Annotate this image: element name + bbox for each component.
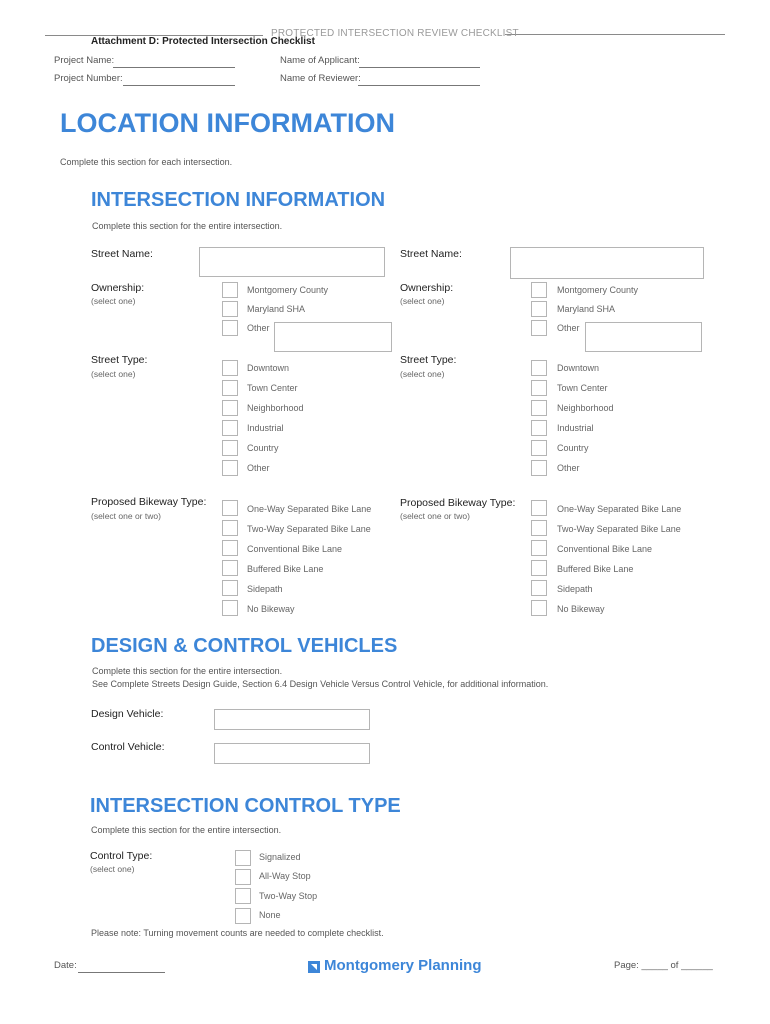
design-vehicle-input[interactable]	[214, 709, 370, 730]
bikeway-label-2: Proposed Bikeway Type:	[400, 497, 516, 509]
bikeway-option-1-3: Conventional Bike Lane	[247, 544, 343, 554]
logo-mark-icon	[308, 960, 320, 972]
ownership-checkbox-1-1[interactable]	[222, 282, 238, 298]
ownership-option-2-3: Other	[557, 323, 580, 333]
street-type-option-1-3: Neighborhood	[247, 403, 304, 413]
street-type-checkbox-2-6[interactable]	[531, 460, 547, 476]
ownership-other-input-2[interactable]	[585, 322, 702, 352]
ownership-option-1-2: Maryland SHA	[247, 304, 306, 314]
date-label: Date:	[54, 960, 77, 971]
ownership-option-2-2: Maryland SHA	[557, 304, 616, 314]
project-number-label: Project Number:	[54, 73, 123, 84]
design-note-1: Complete this section for the entire intersection.	[92, 666, 283, 676]
bikeway-checkbox-2-1[interactable]	[531, 500, 547, 516]
street-type-checkbox-1-6[interactable]	[222, 460, 238, 476]
header-rule-right	[505, 34, 725, 35]
page-number: Page: _____ of ______	[614, 960, 713, 971]
bikeway-option-1-1: One-Way Separated Bike Lane	[247, 504, 372, 514]
street-name-label-2: Street Name:	[400, 248, 462, 260]
street-name-label-1: Street Name:	[91, 248, 153, 260]
project-name-label: Project Name:	[54, 55, 115, 66]
design-vehicle-label: Design Vehicle:	[91, 708, 164, 720]
applicant-field[interactable]	[359, 67, 480, 68]
ownership-sub-2: (select one)	[400, 296, 445, 306]
design-note-2: See Complete Streets Design Guide, Section 6.4 Design Vehicle Versus Control Vehicle, for additional information.	[92, 679, 549, 689]
control-vehicle-label: Control Vehicle:	[91, 741, 165, 753]
street-type-checkbox-1-2[interactable]	[222, 380, 238, 396]
street-type-checkbox-1-1[interactable]	[222, 360, 238, 376]
bikeway-checkbox-2-3[interactable]	[531, 540, 547, 556]
street-type-option-2-3: Neighborhood	[557, 403, 614, 413]
bikeway-checkbox-1-2[interactable]	[222, 520, 238, 536]
bikeway-checkbox-1-4[interactable]	[222, 560, 238, 576]
ownership-option-1-1: Montgomery County	[247, 285, 329, 295]
control-checkbox-4[interactable]	[235, 908, 251, 924]
street-type-checkbox-2-3[interactable]	[531, 400, 547, 416]
bikeway-option-1-6: No Bikeway	[247, 604, 295, 614]
control-type-label: Control Type:	[90, 850, 153, 862]
bikeway-option-2-4: Buffered Bike Lane	[557, 564, 634, 574]
reviewer-field[interactable]	[358, 85, 480, 86]
control-option-1: Signalized	[259, 852, 301, 862]
control-heading: INTERSECTION CONTROL TYPE	[90, 795, 401, 817]
bikeway-checkbox-1-1[interactable]	[222, 500, 238, 516]
ownership-option-2-1: Montgomery County	[557, 285, 639, 295]
bikeway-checkbox-2-6[interactable]	[531, 600, 547, 616]
ownership-checkbox-2-3[interactable]	[531, 320, 547, 336]
street-type-option-2-1: Downtown	[557, 363, 600, 373]
ownership-checkbox-2-1[interactable]	[531, 282, 547, 298]
street-type-option-1-1: Downtown	[247, 363, 290, 373]
street-type-option-2-6: Other	[557, 463, 580, 473]
bikeway-checkbox-1-6[interactable]	[222, 600, 238, 616]
bikeway-sub-1: (select one or two)	[91, 511, 161, 521]
bikeway-label-1: Proposed Bikeway Type:	[91, 496, 207, 508]
project-name-field[interactable]	[113, 67, 235, 68]
bikeway-option-2-3: Conventional Bike Lane	[557, 544, 653, 554]
bikeway-option-1-4: Buffered Bike Lane	[247, 564, 324, 574]
street-type-option-2-4: Industrial	[557, 423, 594, 433]
street-type-checkbox-2-4[interactable]	[531, 420, 547, 436]
bikeway-checkbox-1-5[interactable]	[222, 580, 238, 596]
project-number-field[interactable]	[123, 85, 235, 86]
street-name-input-1[interactable]	[199, 247, 385, 277]
street-type-checkbox-1-5[interactable]	[222, 440, 238, 456]
control-checkbox-2[interactable]	[235, 869, 251, 885]
montgomery-planning-logo	[308, 957, 482, 974]
street-type-option-1-5: Country	[247, 443, 279, 453]
control-footnote: Please note: Turning movement counts are needed to complete checklist.	[91, 928, 384, 938]
control-type-sub: (select one)	[90, 864, 135, 874]
design-heading: DESIGN & CONTROL VEHICLES	[91, 635, 398, 657]
street-name-input-2[interactable]	[510, 247, 704, 279]
bikeway-option-2-1: One-Way Separated Bike Lane	[557, 504, 682, 514]
bikeway-checkbox-2-2[interactable]	[531, 520, 547, 536]
control-option-2: All-Way Stop	[259, 871, 311, 881]
location-heading: LOCATION INFORMATION	[60, 108, 395, 138]
street-type-checkbox-2-1[interactable]	[531, 360, 547, 376]
ownership-label-2: Ownership:	[400, 282, 454, 294]
ownership-sub-1: (select one)	[91, 296, 136, 306]
street-type-checkbox-1-4[interactable]	[222, 420, 238, 436]
ownership-other-input-1[interactable]	[274, 322, 392, 352]
street-type-option-2-2: Town Center	[557, 383, 608, 393]
logo-text: Montgomery Planning	[324, 957, 482, 974]
control-checkbox-1[interactable]	[235, 850, 251, 866]
bikeway-option-1-2: Two-Way Separated Bike Lane	[247, 524, 371, 534]
bikeway-option-1-5: Sidepath	[247, 584, 283, 594]
bikeway-checkbox-2-4[interactable]	[531, 560, 547, 576]
ownership-label-1: Ownership:	[91, 282, 145, 294]
intersection-note: Complete this section for the entire intersection.	[92, 221, 283, 231]
street-type-label-2: Street Type:	[400, 354, 457, 366]
control-note: Complete this section for the entire intersection.	[91, 825, 282, 835]
street-type-checkbox-2-5[interactable]	[531, 440, 547, 456]
street-type-sub-2: (select one)	[400, 369, 445, 379]
street-type-sub-1: (select one)	[91, 369, 136, 379]
applicant-label: Name of Applicant:	[280, 55, 360, 66]
ownership-option-1-3: Other	[247, 323, 270, 333]
bikeway-option-2-5: Sidepath	[557, 584, 593, 594]
street-type-checkbox-2-2[interactable]	[531, 380, 547, 396]
bikeway-checkbox-2-5[interactable]	[531, 580, 547, 596]
street-type-option-1-6: Other	[247, 463, 270, 473]
running-title: PROTECTED INTERSECTION REVIEW CHECKLIST	[271, 28, 519, 39]
ownership-checkbox-1-2[interactable]	[222, 301, 238, 317]
street-type-option-1-2: Town Center	[247, 383, 298, 393]
control-option-3: Two-Way Stop	[259, 891, 318, 901]
ownership-checkbox-1-3[interactable]	[222, 320, 238, 336]
bikeway-checkbox-1-3[interactable]	[222, 540, 238, 556]
control-vehicle-input[interactable]	[214, 743, 370, 764]
bikeway-option-2-6: No Bikeway	[557, 604, 605, 614]
street-type-option-1-4: Industrial	[247, 423, 284, 433]
intersection-heading: INTERSECTION INFORMATION	[91, 189, 386, 211]
street-type-checkbox-1-3[interactable]	[222, 400, 238, 416]
control-checkbox-3[interactable]	[235, 888, 251, 904]
control-option-4: None	[259, 910, 281, 920]
street-type-label-1: Street Type:	[91, 354, 148, 366]
street-type-option-2-5: Country	[557, 443, 589, 453]
location-note: Complete this section for each intersection.	[60, 157, 233, 167]
attachment-title: Attachment D: Protected Intersection Checklist	[91, 36, 315, 47]
bikeway-sub-2: (select one or two)	[400, 511, 470, 521]
bikeway-option-2-2: Two-Way Separated Bike Lane	[557, 524, 681, 534]
date-field[interactable]	[78, 972, 165, 973]
reviewer-label: Name of Reviewer:	[280, 73, 361, 84]
ownership-checkbox-2-2[interactable]	[531, 301, 547, 317]
